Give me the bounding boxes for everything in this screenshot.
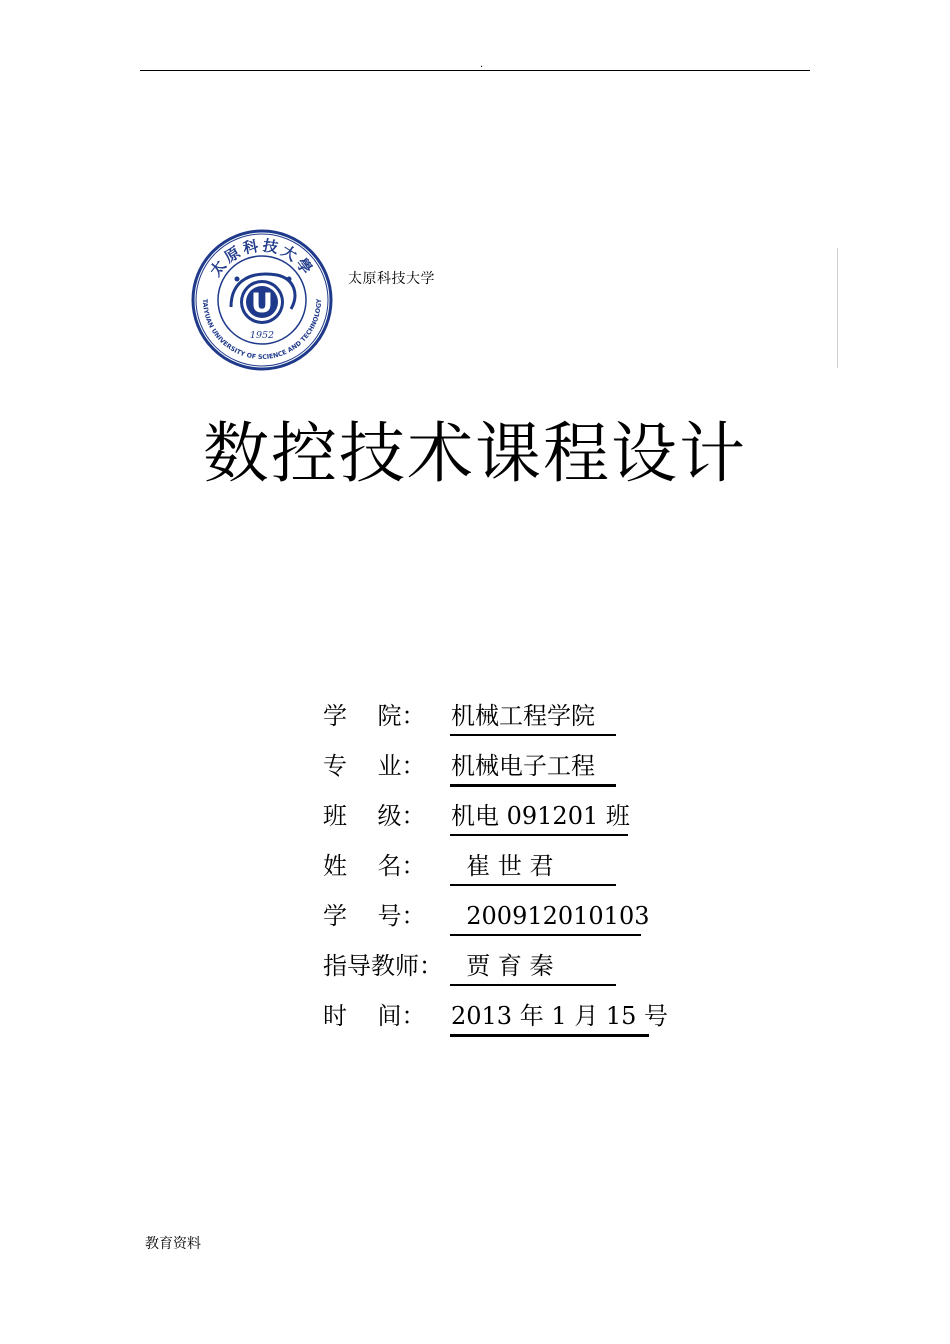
info-value: 机电 091201 班 — [451, 802, 630, 830]
info-value: 机械工程学院 — [451, 702, 595, 730]
document-title: 数控技术课程设计 — [203, 415, 747, 492]
value-underline — [450, 934, 641, 936]
value-underline — [450, 984, 616, 986]
info-value: 200912010103 — [451, 902, 650, 930]
info-label: 学 号： — [323, 902, 426, 930]
info-value: 2013 年 1 月 15 号 — [451, 1002, 669, 1030]
info-label: 专 业： — [323, 752, 426, 780]
value-underline — [450, 1034, 649, 1037]
footer-note: 教育资料 — [145, 1236, 201, 1252]
info-value: 贾 育 秦 — [451, 952, 554, 980]
header-mark: . — [480, 59, 484, 70]
school-name: 太原科技大学 — [348, 271, 435, 287]
seal-english-arc-text: TAIYUAN UNIVERSITY OF SCIENCE AND TECHNOLOGY — [200, 298, 324, 362]
seal-chinese-arc-text: 太原科技大學 — [206, 236, 318, 280]
info-label: 时 间： — [323, 1002, 426, 1030]
info-label: 姓 名： — [323, 852, 426, 880]
header-rule — [140, 70, 810, 71]
value-underline — [450, 884, 616, 886]
info-label: 学 院： — [323, 702, 426, 730]
seal-year: 1952 — [249, 330, 275, 341]
info-value: 机械电子工程 — [451, 752, 595, 780]
value-underline — [450, 834, 628, 836]
info-label: 班 级： — [323, 802, 426, 830]
seal-center-letter: U — [251, 288, 273, 319]
value-underline — [450, 734, 616, 736]
info-value: 崔 世 君 — [451, 852, 554, 880]
university-seal-logo — [191, 229, 333, 371]
value-underline — [450, 784, 616, 787]
side-rule — [837, 248, 838, 368]
info-label: 指导教师： — [323, 952, 443, 980]
